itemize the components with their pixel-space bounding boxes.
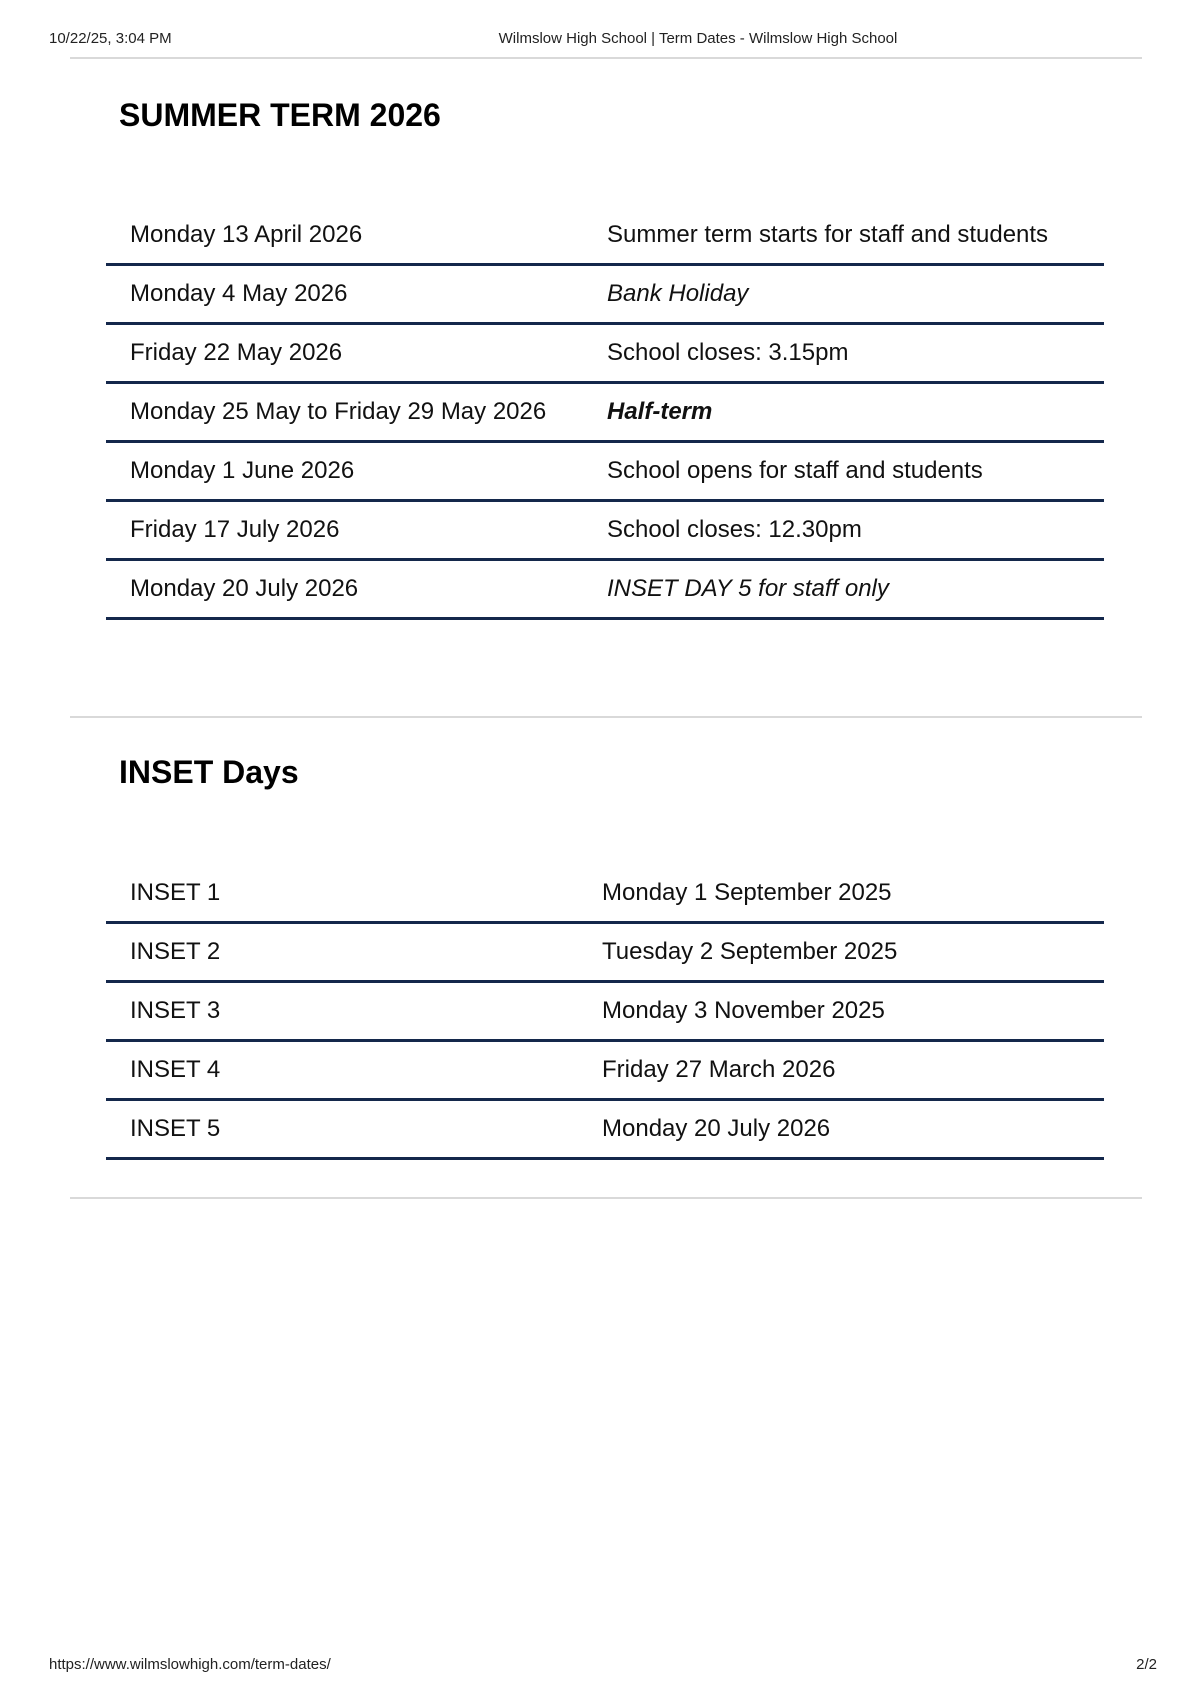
table-row — [106, 324, 1104, 383]
term-date: Friday 22 May 2026 — [106, 324, 583, 383]
inset-days-table — [106, 865, 1104, 1160]
inset-name: INSET 2 — [106, 923, 578, 982]
table-row — [106, 442, 1104, 501]
inset-date: Friday 27 March 2026 — [578, 1041, 1104, 1100]
term-date: Friday 17 July 2026 — [106, 501, 583, 560]
term-date: Monday 25 May to Friday 29 May 2026 — [106, 383, 583, 442]
term-event: Bank Holiday — [583, 265, 1104, 324]
table-row — [106, 265, 1104, 324]
term-date: Monday 4 May 2026 — [106, 265, 583, 324]
inset-date: Tuesday 2 September 2025 — [578, 923, 1104, 982]
section-divider — [70, 1197, 1142, 1199]
summer-term-title: SUMMER TERM 2026 — [119, 97, 441, 133]
header-divider — [70, 57, 1142, 59]
inset-name: INSET 4 — [106, 1041, 578, 1100]
table-row — [106, 865, 1104, 923]
inset-date: Monday 1 September 2025 — [578, 865, 1104, 923]
table-row — [106, 501, 1104, 560]
table-row — [106, 1100, 1104, 1159]
table-row — [106, 383, 1104, 442]
term-date: Monday 13 April 2026 — [106, 207, 583, 265]
term-event: School closes: 12.30pm — [583, 501, 1104, 560]
table-row — [106, 923, 1104, 982]
table-row — [106, 1041, 1104, 1100]
table-row — [106, 207, 1104, 265]
inset-days-title: INSET Days — [119, 754, 299, 790]
print-url: https://www.wilmslowhigh.com/term-dates/ — [49, 1656, 331, 1673]
inset-name: INSET 1 — [106, 865, 578, 923]
table-row — [106, 982, 1104, 1041]
term-event: Half-term — [583, 383, 1104, 442]
section-divider — [70, 716, 1142, 718]
term-event: Summer term starts for staff and students — [583, 207, 1104, 265]
term-date: Monday 20 July 2026 — [106, 560, 583, 619]
term-event: INSET DAY 5 for staff only — [583, 560, 1104, 619]
inset-name: INSET 3 — [106, 982, 578, 1041]
term-event: School opens for staff and students — [583, 442, 1104, 501]
print-page-title: Wilmslow High School | Term Dates - Wilmslow High School — [498, 30, 898, 47]
inset-name: INSET 5 — [106, 1100, 578, 1159]
table-row — [106, 560, 1104, 619]
print-header — [0, 30, 1200, 52]
term-date: Monday 1 June 2026 — [106, 442, 583, 501]
term-event: School closes: 3.15pm — [583, 324, 1104, 383]
print-page-number: 2/2 — [1136, 1656, 1157, 1673]
inset-date: Monday 20 July 2026 — [578, 1100, 1104, 1159]
print-timestamp: 10/22/25, 3:04 PM — [49, 30, 172, 47]
summer-term-table — [106, 207, 1104, 620]
inset-date: Monday 3 November 2025 — [578, 982, 1104, 1041]
